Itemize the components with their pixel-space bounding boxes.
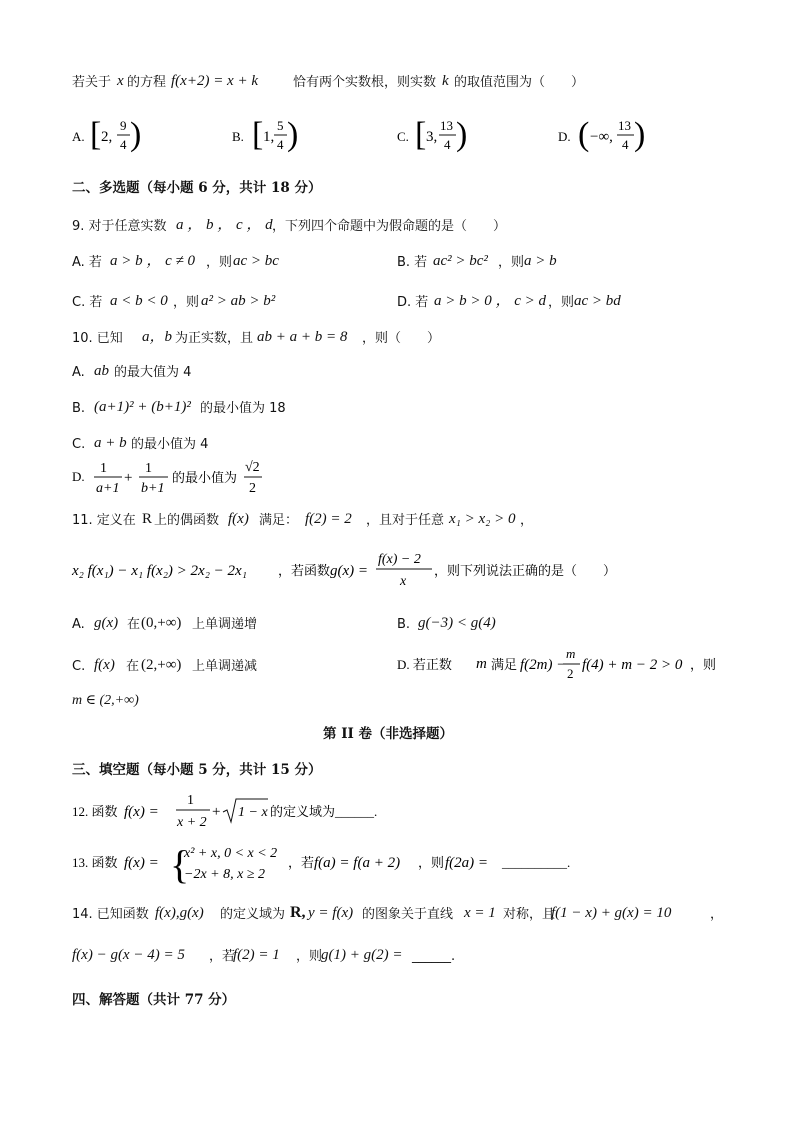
q8-option-a-value: 2,	[101, 129, 113, 145]
q9-option-d-math2: ac > bd	[574, 293, 621, 309]
q11-option-d-continuation	[0, 688, 794, 718]
q8-option-d-bracket-right: )	[634, 116, 646, 153]
q10-equation: ab + a + b = 8	[257, 329, 348, 345]
q11-condition: x₁ > x₂ > 0	[449, 511, 516, 527]
q9-text: 9. 对于任意实数	[72, 219, 167, 234]
q12-denominator: x + 2	[177, 815, 207, 830]
q9-option-a-math2: ac > bc	[233, 253, 279, 269]
q8-option-d-den: 4	[622, 137, 629, 152]
q14-y-eq: y = f(x)	[308, 905, 354, 921]
q12	[0, 788, 794, 834]
q11-option-d-frac-den: 2	[567, 666, 574, 681]
q11-fx: f(x)	[228, 511, 249, 527]
q10-option-d-label: D.	[72, 469, 85, 484]
q10-stem	[0, 324, 794, 354]
q10-text-end: ，则（ ）	[362, 331, 441, 346]
q11-option-d	[0, 644, 794, 690]
q9-option-b-label: B. 若	[397, 255, 428, 270]
q9-options-cd	[0, 288, 794, 318]
q11-text-mid1: 上的偶函数	[154, 513, 220, 528]
q8-option-d-label: D.	[558, 129, 571, 144]
q8-option-c	[397, 116, 467, 153]
q8-option-a-bracket-left: [	[90, 116, 102, 153]
q10-option-d-result-den: 2	[249, 481, 256, 496]
q9-vars: a ， b ， c ， d	[176, 217, 273, 233]
q9-option-d-label: D. 若	[397, 295, 429, 310]
q9-option-a-mid: ，则	[206, 255, 233, 270]
q8-equation: f(x+2) = x + k	[171, 73, 258, 89]
q14-ask: g(1) + g(2) =	[321, 947, 403, 963]
q9-text-end: ，下列四个命题中为假命题的是（ ）	[272, 219, 507, 234]
q11-g-denominator: x	[400, 574, 407, 589]
q11-option-d-end: ，则	[690, 657, 717, 672]
part-2-heading	[0, 722, 794, 752]
q10-option-a-text: 的最大值为 4	[114, 365, 192, 380]
q8-option-b-value: 1,	[263, 129, 275, 145]
q11-option-a-math: g(x)	[94, 615, 119, 631]
q11-option-a-text: 在	[127, 617, 141, 632]
q8-option-d-num: 13	[618, 118, 631, 133]
q11-option-d-math-b: f(4) + m − 2 > 0	[582, 657, 683, 673]
q9-stem	[0, 212, 794, 242]
q14-text-mid: 的定义域为	[220, 907, 286, 922]
q11-text-end: ，	[520, 513, 534, 528]
q13-blank: __________.	[502, 855, 571, 870]
q11-stem-line2	[0, 546, 794, 592]
q11-option-d-result: m ∈ (2,+∞)	[72, 693, 139, 708]
q11-option-c-interval: (2,+∞)	[141, 657, 182, 673]
q11-option-b-label: B.	[397, 617, 411, 632]
q10-option-a	[0, 358, 794, 388]
q9-option-d-mid: ，则	[548, 295, 575, 310]
q8-option-b-num: 5	[277, 118, 284, 133]
q10-option-d	[0, 456, 794, 498]
q8-option-c-bracket-left: [	[415, 116, 427, 153]
q8-option-d-bracket-left: (	[578, 116, 590, 153]
section-4-heading	[0, 988, 794, 1018]
q11-option-c-label: C.	[72, 659, 86, 674]
q8-option-b-label: B.	[232, 129, 244, 144]
q10-option-d-num2: 1	[145, 461, 152, 476]
q8-text-end: 的取值范围为（ ）	[454, 75, 585, 90]
q14-text-mid4: ，若	[209, 949, 236, 964]
q13-case1: x² + x, 0 < x < 2	[184, 846, 278, 861]
q8-option-c-num: 13	[440, 118, 453, 133]
q10-option-b-label: B.	[72, 401, 86, 416]
q9-option-a-math: a > b ， c ≠ 0	[110, 253, 196, 269]
q10-option-a-math: ab	[94, 363, 109, 379]
q13-brace: {	[170, 842, 190, 886]
q14-text-mid2: 的图象关于直线	[362, 907, 454, 922]
q11-option-b-math: g(−3) < g(4)	[418, 615, 496, 631]
q14-text-mid3: 对称，且	[503, 907, 556, 922]
q14-text-end: ，	[710, 907, 724, 922]
q11-option-d-frac-num: m	[566, 646, 576, 661]
section-2-title: 二、多选题（每小题 6 分，共计 18 分）	[72, 180, 322, 196]
q9-option-c-mid: ，则	[173, 295, 200, 310]
q13-text-mid2: ，则	[418, 855, 445, 870]
q8-option-a-bracket-right: )	[130, 116, 142, 153]
q12-numerator: 1	[187, 793, 194, 808]
q11-inequality: x₂ f(x₁) − x₁ f(x₂) > 2x₂ − 2x₁	[72, 563, 247, 579]
q11-option-d-text: 满足	[491, 657, 518, 672]
q12-text-end: 的定义域为______.	[270, 804, 378, 819]
q11-option-d-var-m: m	[476, 656, 487, 672]
q11-stem-line1	[0, 506, 794, 536]
q10-option-b-math: (a+1)² + (b+1)²	[94, 399, 191, 415]
q13-case2: −2x + 8, x ≥ 2	[184, 867, 266, 882]
section-2-heading	[0, 176, 794, 206]
q12-plus: +	[212, 804, 221, 820]
q14-line1	[0, 900, 794, 930]
q14-line2	[0, 942, 794, 972]
q11-option-c-math: f(x)	[94, 657, 115, 673]
q11-options-ab	[0, 610, 794, 640]
q13-text: 13. 函数	[72, 855, 118, 870]
q11-f2: f(2) = 2	[305, 511, 352, 527]
q8-options	[0, 112, 794, 160]
q10-vars: a，b	[142, 329, 173, 345]
q8-option-a-num: 9	[120, 118, 127, 133]
q13	[0, 838, 794, 886]
q14-blank: ______.	[412, 949, 456, 964]
q9-option-b-math: ac² > bc²	[433, 253, 488, 269]
q11-option-d-label: D. 若正数	[397, 657, 452, 672]
section-3-heading	[0, 758, 794, 788]
part-2-title: 第 II 卷（非选择题）	[323, 726, 454, 742]
q13-fx: f(x) =	[124, 855, 159, 871]
q9-option-b-math2: a > b	[524, 253, 557, 269]
q10-option-d-den1: a+1	[96, 481, 120, 496]
q8-text-post: 恰有两个实数根，则实数	[293, 75, 437, 90]
q10-option-c-label: C.	[72, 437, 86, 452]
q8-option-b-den: 4	[277, 137, 284, 152]
q8-var-x: x	[117, 73, 124, 89]
q12-fx: f(x) =	[124, 804, 159, 820]
q10-option-a-label: A.	[72, 365, 85, 380]
q9-option-c-label: C. 若	[72, 295, 103, 310]
q8-option-b	[232, 116, 298, 153]
q10-text: 10. 已知	[72, 331, 123, 346]
section-4-title: 四、解答题（共计 77 分）	[72, 992, 236, 1008]
q14-text: 14. 已知函数	[72, 907, 149, 922]
q11-option-a-interval: (0,+∞)	[141, 615, 182, 631]
q11-text: 11. 定义在	[72, 513, 136, 528]
q8-option-c-label: C.	[397, 129, 409, 144]
q11-option-c-text2: 上单调递减	[192, 659, 258, 674]
q11-text-mid4: ，若函数	[278, 563, 331, 578]
q10-option-c-text: 的最小值为 4	[131, 437, 209, 452]
q8-stem	[0, 68, 794, 98]
q14-real-set: R,	[290, 904, 306, 921]
q13-ask: f(2a) =	[445, 855, 489, 871]
q9-options-ab	[0, 248, 794, 278]
q10-option-c-math: a + b	[94, 435, 127, 451]
q11-g-numerator: f(x) − 2	[378, 552, 421, 567]
q8-option-a	[72, 116, 141, 153]
q9-option-d-math: a > b > 0 ， c > d	[434, 293, 547, 309]
q10-option-d-num1: 1	[100, 461, 107, 476]
q9-option-a-label: A. 若	[72, 255, 102, 270]
q14-equation2: f(x) − g(x − 4) = 5	[72, 947, 185, 963]
q8-option-a-den: 4	[120, 137, 127, 152]
q11-option-a-text2: 上单调递增	[192, 617, 258, 632]
q10-option-d-den2: b+1	[141, 481, 165, 496]
q14-equation1: f(1 − x) + g(x) = 10	[551, 905, 672, 921]
q12-text: 12. 函数	[72, 804, 118, 819]
q14-line-x1: x = 1	[464, 905, 496, 921]
q11-real-set: R	[142, 511, 153, 527]
q12-radicand: 1 − x	[238, 805, 268, 820]
q11-text-end2: ，则下列说法正确的是（ ）	[434, 563, 617, 578]
q13-text-mid: ，若	[288, 855, 315, 870]
q11-option-d-math-a: f(2m) −	[520, 657, 567, 673]
q11-option-a-label: A.	[72, 617, 85, 632]
q14-text-mid5: ，则	[296, 949, 323, 964]
q10-option-b	[0, 394, 794, 424]
q8-option-b-bracket-left: [	[252, 116, 264, 153]
q10-option-b-text: 的最小值为 18	[200, 401, 286, 416]
q8-option-a-label: A.	[72, 129, 85, 144]
q8-option-c-value: 3,	[426, 129, 438, 145]
q8-option-c-bracket-right: )	[456, 116, 468, 153]
q8-option-b-bracket-right: )	[287, 116, 299, 153]
q11-option-c-text: 在	[126, 659, 140, 674]
q8-option-c-den: 4	[444, 137, 451, 152]
q8-var-k: k	[442, 73, 449, 89]
q14-f2: f(2) = 1	[233, 947, 280, 963]
q9-option-c-math2: a² > ab > b²	[201, 293, 276, 309]
q10-text-mid: 为正实数，且	[175, 331, 254, 346]
q11-gx: g(x) =	[330, 563, 369, 579]
q9-option-b-mid: ，则	[498, 255, 525, 270]
q11-text-mid3: ，且对于任意	[366, 513, 445, 528]
q10-option-d-result-num: √2	[245, 460, 260, 475]
q10-option-d-plus: +	[124, 470, 133, 486]
q8-text-mid: 的方程	[127, 75, 167, 90]
q8-option-d-value: −∞,	[590, 129, 613, 145]
section-3-title: 三、填空题（每小题 5 分，共计 15 分）	[72, 762, 322, 778]
q8-text-pre: 若关于	[72, 75, 112, 90]
q9-option-c-math: a < b < 0	[110, 293, 168, 309]
q10-option-d-text: 的最小值为	[172, 470, 238, 485]
q11-text-mid2: 满足：	[259, 513, 299, 528]
q8-option-d	[558, 116, 645, 153]
q14-functions: f(x),g(x)	[155, 905, 204, 921]
q13-condition: f(a) = f(a + 2)	[314, 855, 401, 871]
